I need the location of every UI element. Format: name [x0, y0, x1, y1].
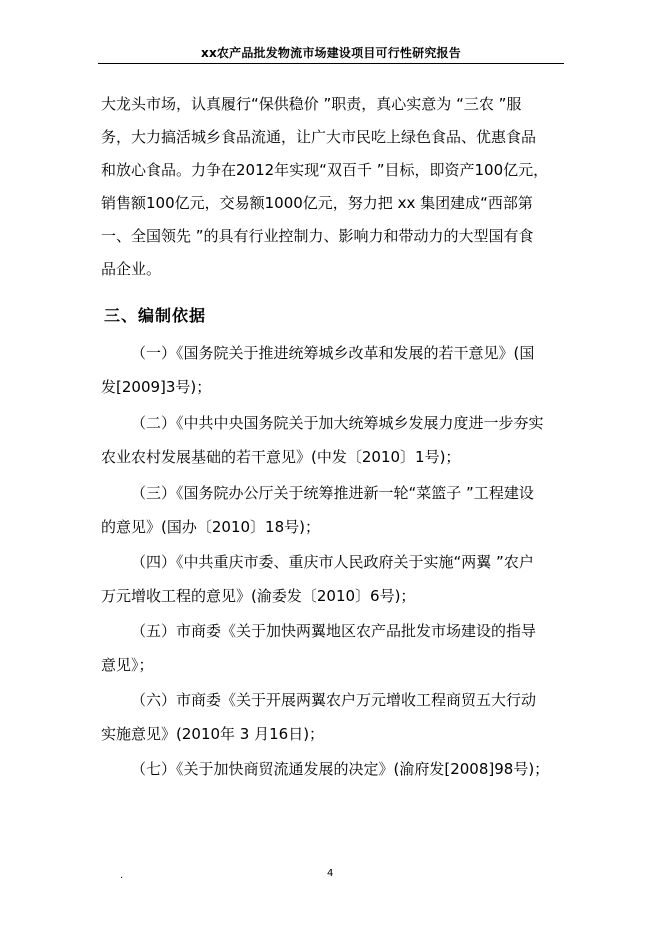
basis-item-line: （三）《国务院办公厅关于统筹推进新一轮“菜篮子 ”工程建设	[131, 484, 534, 502]
basis-item-line: 的意见》(国办〔2010〕18号)；	[101, 518, 320, 536]
header-divider	[98, 63, 564, 64]
basis-item	[101, 336, 563, 404]
basis-item-line: 农业农村发展基础的若干意见》(中发〔2010〕1号)；	[101, 448, 461, 466]
basis-item	[101, 476, 563, 544]
basis-item-line: （五）市商委《关于加快两翼地区农产品批发市场建设的指导	[131, 622, 537, 640]
intro-line: 销售额100亿元，交易额1000亿元，努力把 xx 集团建成“西部第	[101, 194, 533, 212]
footer-dot: .	[120, 870, 124, 881]
basis-item-line: 发[2009]3号)；	[101, 378, 212, 396]
section-heading: 三、编制依据	[104, 306, 207, 325]
page-number: 4	[327, 868, 334, 879]
basis-item	[101, 683, 563, 751]
intro-line: 大龙头市场，认真履行“保供稳价 ”职责，真心实意为 “三农 ”服	[101, 95, 522, 113]
intro-paragraph	[101, 88, 561, 286]
basis-item	[101, 545, 563, 613]
intro-line: 一、全国领先 ”的具有行业控制力、影响力和带动力的大型国有食	[101, 227, 534, 245]
basis-item-line: 意见》；	[101, 656, 154, 674]
basis-item-line: （七）《关于加快商贸流通发展的决定》(渝府发[2008]98号)；	[131, 760, 550, 778]
basis-item-line: （一）《国务院关于推进统筹城乡改革和发展的若干意见》(国	[131, 344, 535, 362]
basis-item	[101, 752, 563, 786]
intro-line: 和放心食品。力争在2012年实现“双百千 ”目标，即资产100亿元，	[101, 161, 549, 179]
basis-item-line: （六）市商委《关于开展两翼农户万元增收工程商贸五大行动	[131, 691, 537, 709]
basis-item-line: 实施意见》(2010年 3 月16日)；	[101, 725, 325, 743]
basis-item-line: 万元增收工程的意见》(渝委发〔2010〕6号)；	[101, 587, 416, 605]
intro-line: 务，大力搞活城乡食品流通，让广大市民吃上绿色食品、优惠食品	[101, 128, 537, 146]
basis-item	[101, 406, 563, 474]
basis-item	[101, 614, 563, 682]
basis-item-line: （四）《中共重庆市委、重庆市人民政府关于实施“两翼 ”农户	[131, 553, 534, 571]
basis-item-line: （二）《中共中央国务院关于加大统筹城乡发展力度进一步夯实	[131, 414, 544, 432]
page-header-title: xx农产品批发物流市场建设项目可行性研究报告	[201, 46, 461, 60]
intro-line: 品企业。	[101, 260, 162, 278]
